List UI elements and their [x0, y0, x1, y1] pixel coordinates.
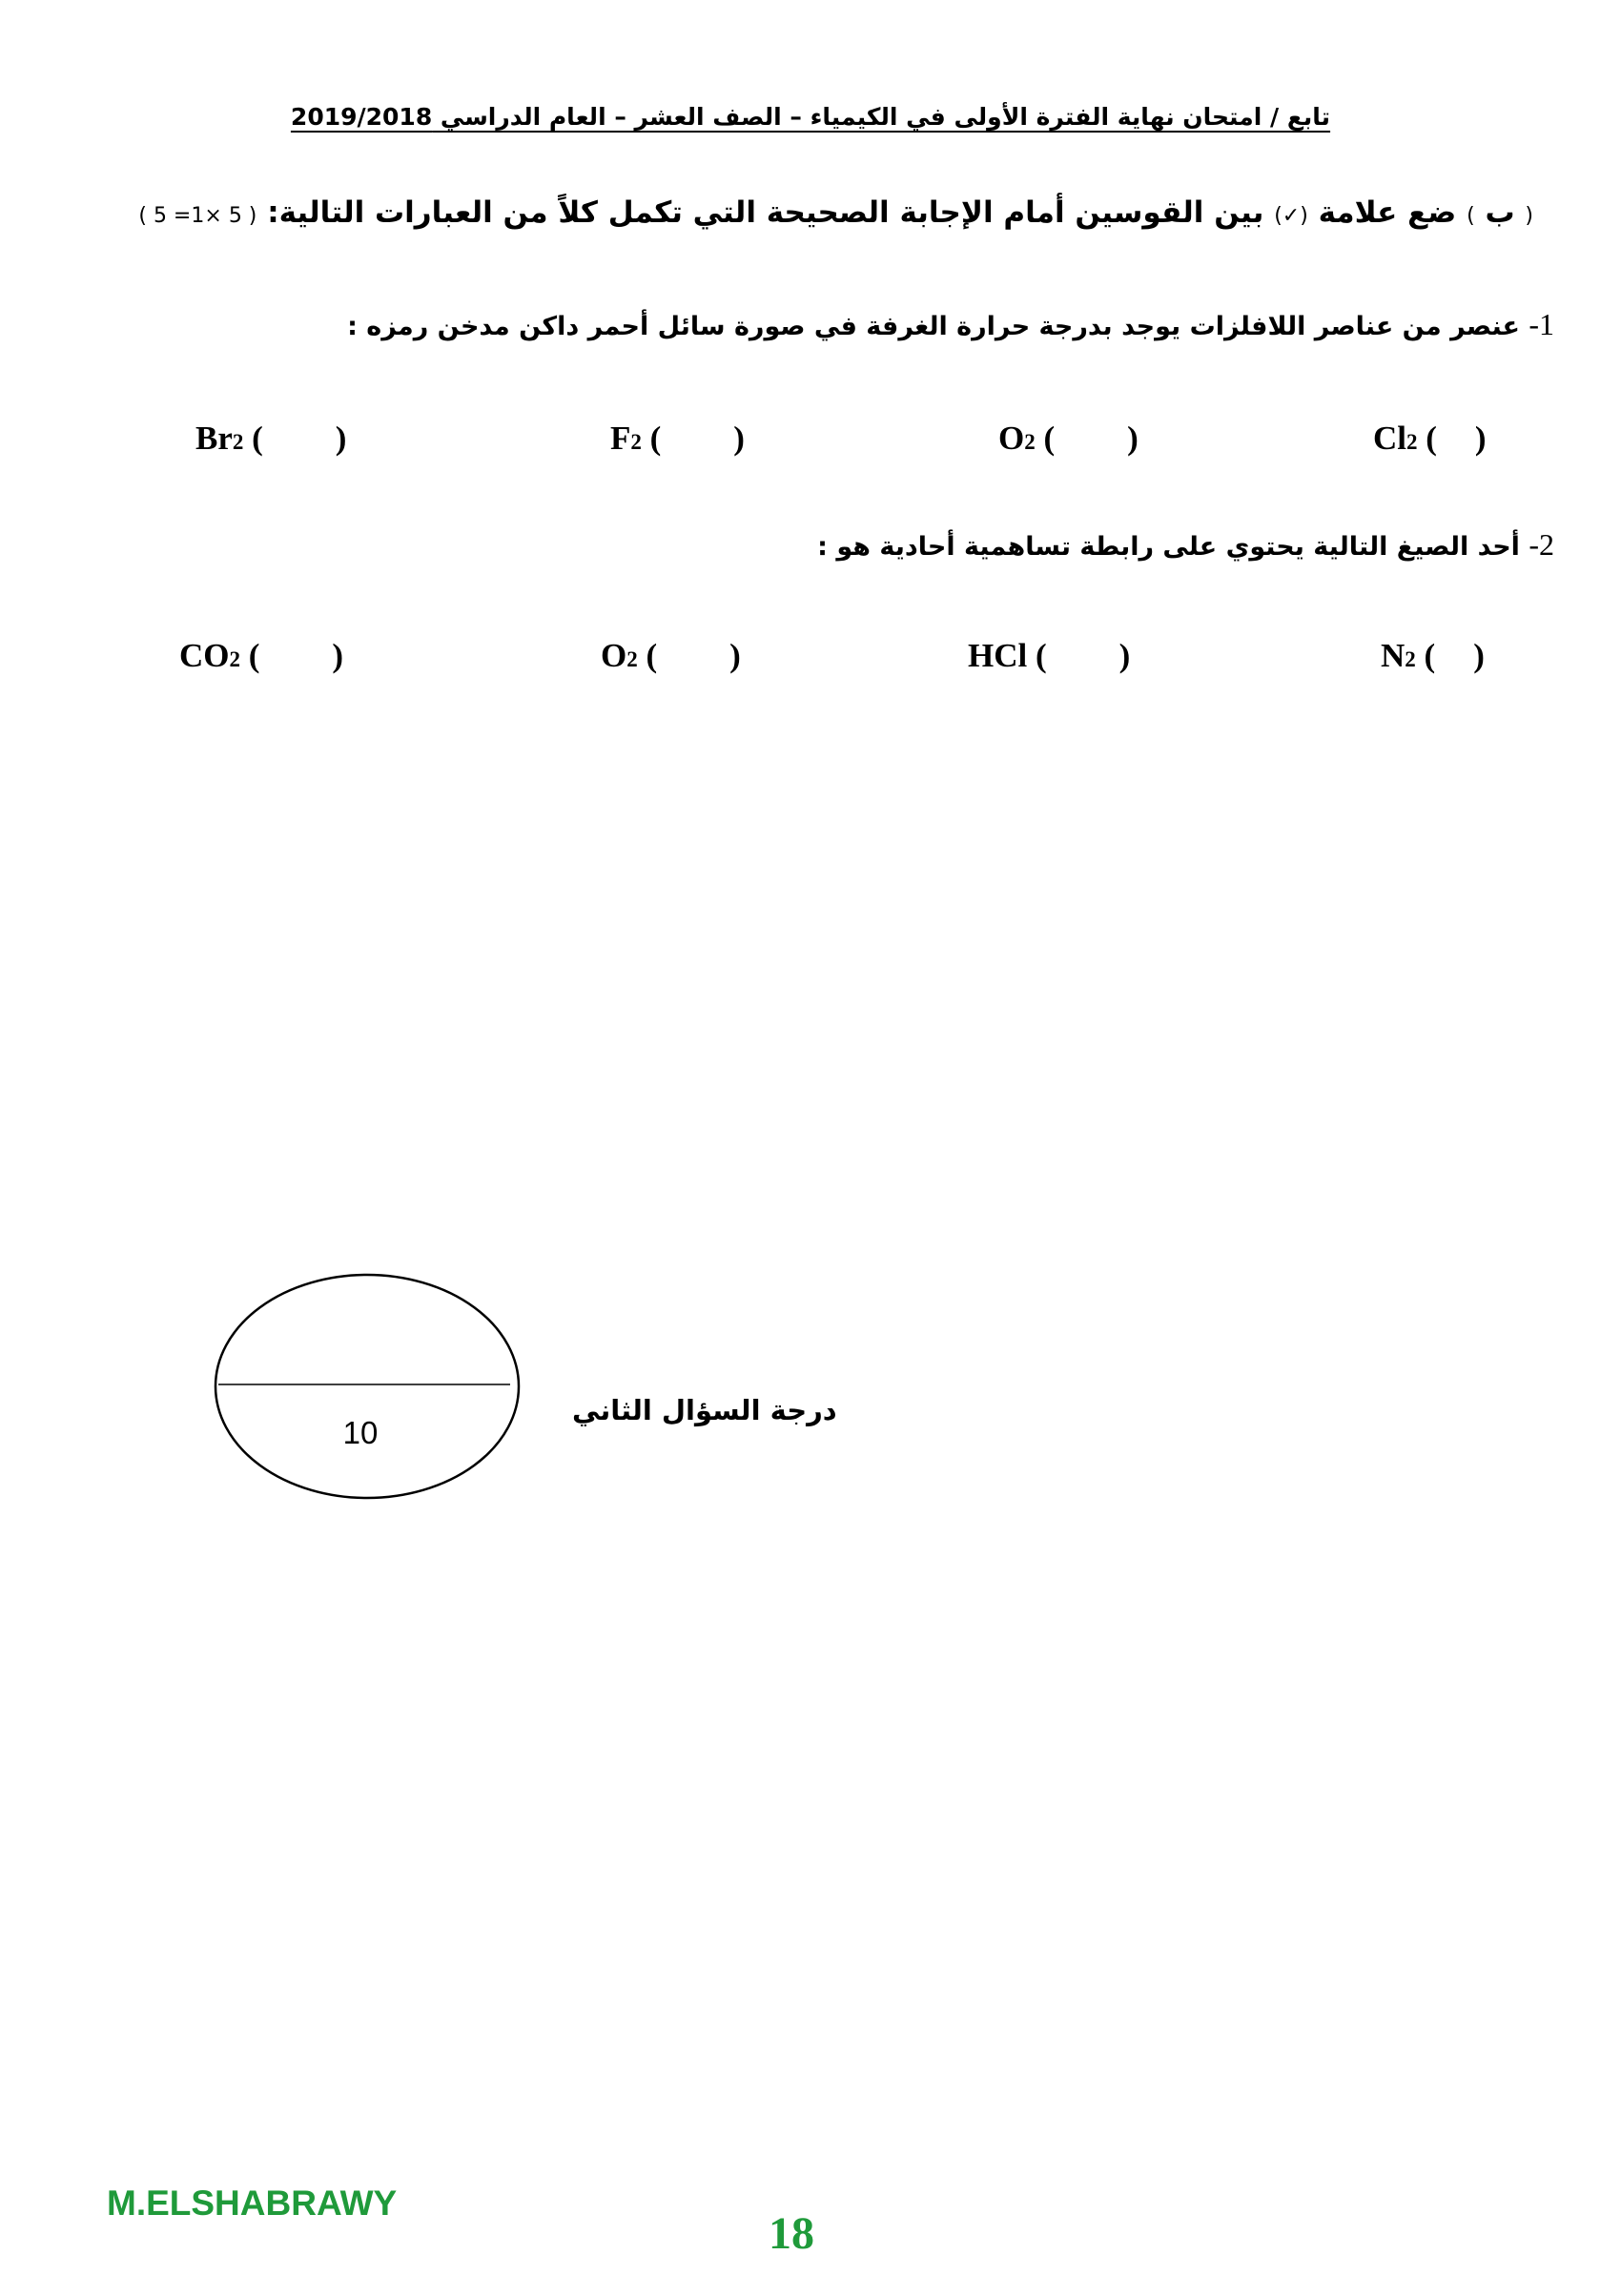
question-2-option-co2[interactable]: [179, 637, 343, 675]
question-2-option-hcl[interactable]: [968, 637, 1130, 675]
option-paren-close: ): [1127, 420, 1139, 457]
option-formula: Cl: [1373, 420, 1406, 457]
question-1-option-f2[interactable]: [610, 420, 745, 458]
exam-header-title: تابع / امتحان نهاية الفترة الأولى في الكيمياء – الصف العشر – العام الدراسي 2019/2018: [290, 103, 1331, 131]
option-paren-close: ): [733, 420, 745, 457]
grade-label: درجة السؤال الثاني: [572, 1394, 837, 1426]
grade-max-score: 10: [342, 1415, 379, 1450]
option-paren-open: (: [1035, 637, 1047, 674]
question-1-text: عنصر من عناصر اللافلزات يوجد بدرجة حرارة الغرفة في صورة سائل أحمر داكن مدخن رمزه :: [347, 312, 1520, 341]
option-paren-open: (: [649, 420, 662, 457]
question-2: [817, 527, 1554, 563]
instruction-text-2: بين القوسين أمام الإجابة الصحيحة التي تكمل كلاً من العبارات التالية:: [267, 195, 1264, 230]
option-paren-close: ): [332, 637, 344, 674]
option-formula: CO: [179, 637, 230, 674]
option-formula: O: [998, 420, 1025, 457]
option-subscript: 2: [229, 647, 240, 671]
option-formula: O: [601, 637, 627, 674]
question-1-number: 1-: [1529, 307, 1554, 341]
option-paren-close: ): [1473, 637, 1485, 674]
option-paren-open: (: [252, 420, 263, 457]
option-paren-open: (: [1043, 420, 1056, 457]
option-paren-open: (: [248, 637, 260, 674]
instruction-marks: ( 5 ×1= 5 ): [138, 204, 257, 228]
instruction-paren-close: ): [1467, 204, 1475, 228]
question-1-option-cl2[interactable]: [1373, 420, 1487, 458]
question-2-number: 2-: [1529, 527, 1554, 562]
option-paren-close: ): [1474, 420, 1487, 457]
option-paren-open: (: [1424, 637, 1436, 674]
option-paren-open: (: [646, 637, 658, 674]
option-paren-close: ): [729, 637, 741, 674]
option-formula: HCl: [968, 637, 1028, 674]
option-formula: F: [610, 420, 631, 457]
option-paren-open: (: [1426, 420, 1437, 457]
instruction-check-mark: (✓): [1274, 204, 1308, 228]
option-subscript: 2: [626, 647, 638, 671]
question-2-text: أحد الصيغ التالية يحتوي على رابطة تساهمية أحادية هو :: [817, 532, 1520, 562]
instruction-prefix: ب: [1485, 195, 1515, 230]
question-2-option-n2[interactable]: [1381, 637, 1485, 675]
section-instruction: [138, 195, 1533, 230]
option-paren-close: ): [1118, 637, 1131, 674]
grade-ellipse-outline: [215, 1275, 519, 1498]
instruction-text-1: ضع علامة: [1318, 195, 1457, 230]
option-formula: Br: [195, 420, 233, 457]
question-1-option-br2[interactable]: [195, 420, 346, 458]
question-1: [347, 307, 1554, 342]
grade-ellipse: [210, 1268, 524, 1507]
exam-header: [0, 103, 1621, 131]
option-subscript: 2: [630, 430, 642, 454]
question-1-option-o2[interactable]: [998, 420, 1139, 458]
option-paren-close: ): [335, 420, 347, 457]
option-formula: N: [1381, 637, 1406, 674]
option-subscript: 2: [1406, 430, 1418, 454]
option-subscript: 2: [1024, 430, 1036, 454]
instruction-paren-open: (: [1525, 204, 1533, 228]
option-subscript: 2: [1405, 647, 1416, 671]
footer-author: M.ELSHABRAWY: [107, 2183, 398, 2223]
option-subscript: 2: [232, 430, 244, 454]
page-number: 18: [769, 2208, 814, 2259]
question-2-option-o2[interactable]: [601, 637, 741, 675]
